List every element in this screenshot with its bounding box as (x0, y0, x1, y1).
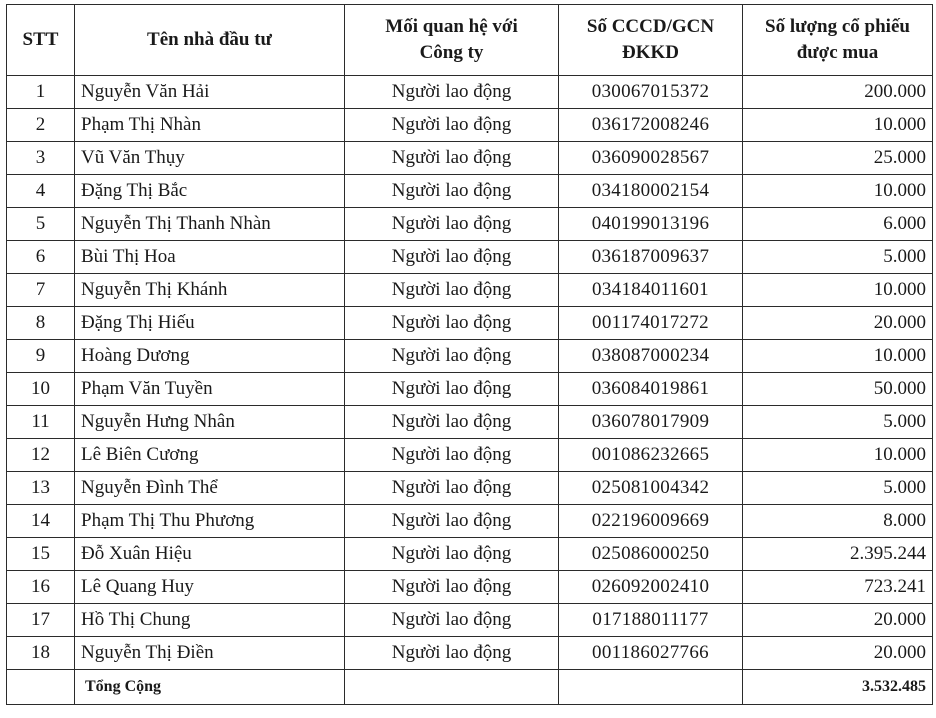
row-number: 10 (7, 373, 75, 406)
total-id-cell (559, 670, 743, 705)
investor-name: Nguyễn Văn Hải (75, 76, 345, 109)
relationship: Người lao động (345, 274, 559, 307)
share-quantity: 20.000 (743, 637, 933, 670)
relationship: Người lao động (345, 637, 559, 670)
relationship: Người lao động (345, 604, 559, 637)
header-id-line2: ĐKKD (622, 42, 679, 63)
header-investor-name: Tên nhà đầu tư (75, 5, 345, 76)
share-quantity: 10.000 (743, 274, 933, 307)
id-number: 036090028567 (559, 142, 743, 175)
share-quantity: 5.000 (743, 241, 933, 274)
table-row (7, 505, 933, 538)
table-footer (7, 670, 933, 705)
id-number: 025086000250 (559, 538, 743, 571)
relationship: Người lao động (345, 340, 559, 373)
table-row (7, 175, 933, 208)
header-id-line1: Số CCCD/GCN (586, 16, 715, 37)
id-number: 036187009637 (559, 241, 743, 274)
row-number: 13 (7, 472, 75, 505)
row-number: 1 (7, 76, 75, 109)
header-share-quantity (743, 5, 933, 76)
total-relation-cell (345, 670, 559, 705)
share-quantity: 50.000 (743, 373, 933, 406)
investor-name: Đỗ Xuân Hiệu (75, 538, 345, 571)
row-number: 17 (7, 604, 75, 637)
header-id-number (559, 5, 743, 76)
investor-name: Phạm Thị Thu Phương (75, 505, 345, 538)
share-quantity: 10.000 (743, 109, 933, 142)
table-row (7, 472, 933, 505)
id-number: 036078017909 (559, 406, 743, 439)
relationship: Người lao động (345, 505, 559, 538)
share-quantity: 10.000 (743, 439, 933, 472)
row-number: 11 (7, 406, 75, 439)
relationship: Người lao động (345, 241, 559, 274)
table-row (7, 571, 933, 604)
total-label: Tổng Cộng (75, 670, 345, 705)
table-row (7, 142, 933, 175)
row-number: 3 (7, 142, 75, 175)
total-quantity: 3.532.485 (743, 670, 933, 705)
table-row (7, 406, 933, 439)
row-number: 14 (7, 505, 75, 538)
table-header (7, 5, 933, 76)
investor-name: Đặng Thị Hiếu (75, 307, 345, 340)
id-number: 022196009669 (559, 505, 743, 538)
relationship: Người lao động (345, 538, 559, 571)
share-quantity: 200.000 (743, 76, 933, 109)
total-row (7, 670, 933, 705)
table-row (7, 109, 933, 142)
investor-name: Vũ Văn Thụy (75, 142, 345, 175)
share-quantity: 723.241 (743, 571, 933, 604)
header-stt: STT (7, 5, 75, 76)
table-row (7, 637, 933, 670)
share-quantity: 20.000 (743, 604, 933, 637)
investor-name: Nguyễn Thị Điền (75, 637, 345, 670)
row-number: 6 (7, 241, 75, 274)
share-quantity: 10.000 (743, 175, 933, 208)
relationship: Người lao động (345, 406, 559, 439)
relationship: Người lao động (345, 109, 559, 142)
table-row (7, 241, 933, 274)
table-body (7, 76, 933, 670)
relationship: Người lao động (345, 142, 559, 175)
header-qty-line1: Số lượng cổ phiếu (765, 16, 910, 37)
id-number: 034180002154 (559, 175, 743, 208)
id-number: 038087000234 (559, 340, 743, 373)
table-row (7, 208, 933, 241)
relationship: Người lao động (345, 439, 559, 472)
row-number: 8 (7, 307, 75, 340)
investor-name: Phạm Thị Nhàn (75, 109, 345, 142)
header-relationship (345, 5, 559, 76)
row-number: 16 (7, 571, 75, 604)
relationship: Người lao động (345, 76, 559, 109)
share-quantity: 20.000 (743, 307, 933, 340)
row-number: 12 (7, 439, 75, 472)
id-number: 001086232665 (559, 439, 743, 472)
row-number: 9 (7, 340, 75, 373)
table-row (7, 76, 933, 109)
investor-name: Hồ Thị Chung (75, 604, 345, 637)
id-number: 025081004342 (559, 472, 743, 505)
share-quantity: 2.395.244 (743, 538, 933, 571)
investor-name: Phạm Văn Tuyền (75, 373, 345, 406)
id-number: 036172008246 (559, 109, 743, 142)
row-number: 15 (7, 538, 75, 571)
row-number: 5 (7, 208, 75, 241)
header-relationship-line2: Công ty (419, 42, 484, 63)
header-relationship-line1: Mối quan hệ với (385, 16, 518, 37)
relationship: Người lao động (345, 571, 559, 604)
share-quantity: 10.000 (743, 340, 933, 373)
header-qty-line2: được mua (796, 42, 879, 63)
investor-name: Hoàng Dương (75, 340, 345, 373)
investor-name: Lê Biên Cương (75, 439, 345, 472)
share-quantity: 8.000 (743, 505, 933, 538)
table-row (7, 373, 933, 406)
row-number: 7 (7, 274, 75, 307)
id-number: 034184011601 (559, 274, 743, 307)
table-row (7, 340, 933, 373)
id-number: 001186027766 (559, 637, 743, 670)
share-quantity: 5.000 (743, 472, 933, 505)
row-number: 2 (7, 109, 75, 142)
id-number: 030067015372 (559, 76, 743, 109)
id-number: 040199013196 (559, 208, 743, 241)
investor-name: Nguyễn Đình Thể (75, 472, 345, 505)
id-number: 036084019861 (559, 373, 743, 406)
investor-name: Nguyễn Hưng Nhân (75, 406, 345, 439)
share-quantity: 5.000 (743, 406, 933, 439)
id-number: 001174017272 (559, 307, 743, 340)
investor-name: Lê Quang Huy (75, 571, 345, 604)
relationship: Người lao động (345, 208, 559, 241)
table-row (7, 439, 933, 472)
investor-name: Nguyễn Thị Thanh Nhàn (75, 208, 345, 241)
investor-name: Bùi Thị Hoa (75, 241, 345, 274)
relationship: Người lao động (345, 307, 559, 340)
investor-name: Nguyễn Thị Khánh (75, 274, 345, 307)
total-stt-cell (7, 670, 75, 705)
share-quantity: 25.000 (743, 142, 933, 175)
table-row (7, 538, 933, 571)
table-row (7, 274, 933, 307)
row-number: 18 (7, 637, 75, 670)
id-number: 026092002410 (559, 571, 743, 604)
investor-table (6, 4, 933, 705)
relationship: Người lao động (345, 472, 559, 505)
table-row (7, 604, 933, 637)
id-number: 017188011177 (559, 604, 743, 637)
header-row (7, 5, 933, 76)
share-quantity: 6.000 (743, 208, 933, 241)
investor-name: Đặng Thị Bắc (75, 175, 345, 208)
table-row (7, 307, 933, 340)
relationship: Người lao động (345, 175, 559, 208)
row-number: 4 (7, 175, 75, 208)
relationship: Người lao động (345, 373, 559, 406)
